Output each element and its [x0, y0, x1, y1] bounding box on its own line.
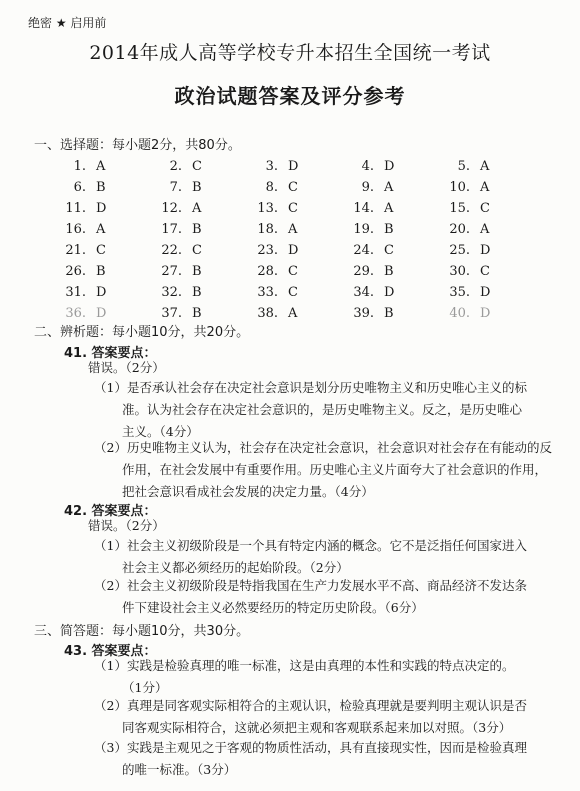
q42-point2-line1: （2）社会主义初级阶段是特指我国在生产力发展水平不高、商品经济不发达条 [94, 578, 527, 593]
answer-letter: C [288, 201, 298, 216]
answer-cell [250, 240, 346, 261]
answer-cell [250, 261, 346, 282]
answer-letter: A [288, 306, 298, 321]
secret-label: 绝密 ★ 启用前 [28, 16, 107, 30]
answer-cell [346, 156, 442, 177]
question-number: 20. [449, 222, 470, 237]
q43-point2-line1: （2）真理是同客观实际相符合的主观认识，检验真理就是要判明主观认识是否 [94, 698, 527, 713]
answer-row [58, 177, 538, 198]
question-number: 24. [353, 243, 374, 258]
answer-letter: C [288, 180, 298, 195]
section3-heading: 三、简答题：每小题10分，共30分。 [34, 624, 250, 639]
answer-row [58, 240, 538, 261]
answer-letter: B [192, 264, 202, 279]
answer-letter: B [384, 264, 394, 279]
answer-letter: A [288, 222, 298, 237]
answer-letter: D [384, 159, 395, 174]
question-number: 10. [449, 180, 470, 195]
answer-letter: C [96, 243, 106, 258]
answer-cell [58, 177, 154, 198]
answer-letter: C [480, 264, 490, 279]
q42-point1-line1: （1）社会主义初级阶段是一个具有特定内涵的概念。它不是泛指任何国家进入 [94, 538, 527, 553]
answer-cell [250, 219, 346, 240]
question-number: 2. [169, 159, 182, 174]
question-number: 12. [161, 201, 182, 216]
answer-cell [154, 240, 250, 261]
answer-cell [346, 198, 442, 219]
answer-cell [58, 261, 154, 282]
question-number: 34. [353, 285, 374, 300]
answer-cell [154, 282, 250, 303]
answer-cell [250, 282, 346, 303]
q41-point1-line3: 主义。（4分） [122, 424, 199, 439]
question-number: 15. [449, 201, 470, 216]
answer-grid [58, 156, 538, 324]
answer-letter: D [480, 285, 491, 300]
answer-cell [442, 240, 538, 261]
question-number: 21. [65, 243, 86, 258]
answer-cell [346, 261, 442, 282]
answer-cell [442, 303, 538, 324]
question-number: 17. [161, 222, 182, 237]
answer-cell [250, 198, 346, 219]
q43-point3-line2: 的唯一标准。（3分） [122, 762, 237, 777]
question-number: 16. [65, 222, 86, 237]
question-number: 38. [257, 306, 278, 321]
answer-cell [250, 177, 346, 198]
question-number: 26. [65, 264, 86, 279]
answer-cell [250, 156, 346, 177]
q42-point2-line2: 件下建设社会主义必然要经历的特定历史阶段。（6分） [122, 600, 424, 615]
question-number: 25. [449, 243, 470, 258]
answer-row [58, 261, 538, 282]
answer-cell [442, 219, 538, 240]
answer-cell [154, 219, 250, 240]
answer-cell [58, 198, 154, 219]
q41-point1-line1: （1）是否承认社会存在决定社会意识是划分历史唯物主义和历史唯心主义的标 [94, 380, 527, 395]
question-number: 33. [257, 285, 278, 300]
question-number: 40. [449, 306, 470, 321]
section1-heading: 一、选择题：每小题2分，共80分。 [34, 138, 241, 153]
answer-letter: B [192, 306, 202, 321]
q41-point2-line3: 把社会意识看成社会发展的决定力量。（4分） [122, 484, 374, 499]
q42-verdict: 错误。（2分） [88, 518, 165, 533]
q41-verdict: 错误。（2分） [88, 360, 165, 375]
answer-cell [346, 303, 442, 324]
answer-row [58, 219, 538, 240]
question-number: 5. [457, 159, 470, 174]
answer-letter: A [480, 159, 490, 174]
question-number: 1. [73, 159, 86, 174]
question-number: 8. [265, 180, 278, 195]
q42-label: 42. 答案要点： [64, 504, 157, 519]
answer-letter: B [384, 222, 394, 237]
question-number: 23. [257, 243, 278, 258]
answer-cell [58, 240, 154, 261]
answer-letter: D [288, 243, 299, 258]
answer-letter: A [384, 201, 394, 216]
answer-cell [58, 282, 154, 303]
answer-cell [346, 177, 442, 198]
question-number: 13. [257, 201, 278, 216]
answer-cell [58, 156, 154, 177]
answer-letter: D [96, 285, 107, 300]
question-number: 19. [353, 222, 374, 237]
q43-point2-line2: 同客观实际相符合，这就必须把主观和客观联系起来加以对照。（3分） [122, 720, 512, 735]
answer-cell [346, 282, 442, 303]
answer-letter: C [192, 159, 202, 174]
answer-letter: D [480, 306, 491, 321]
answer-letter: B [192, 222, 202, 237]
question-number: 37. [161, 306, 182, 321]
exam-title: 2014年成人高等学校专升本招生全国统一考试 [89, 42, 491, 64]
question-number: 29. [353, 264, 374, 279]
answer-cell [154, 198, 250, 219]
answer-letter: A [96, 222, 106, 237]
q41-point2-line2: 作用，在社会发展中有重要作用。历史唯心主义片面夸大了社会意识的作用， [122, 462, 548, 477]
q42-point1-line2: 社会主义都必须经历的起始阶段。（2分） [122, 560, 349, 575]
answer-letter: D [96, 306, 107, 321]
answer-cell [154, 261, 250, 282]
answer-cell [154, 177, 250, 198]
q43-point1-line2: （1分） [122, 680, 168, 695]
answer-letter: D [288, 159, 299, 174]
answer-letter: B [192, 285, 202, 300]
q41-label: 41. 答案要点： [64, 346, 157, 361]
answer-letter: B [96, 264, 106, 279]
question-number: 3. [265, 159, 278, 174]
exam-subtitle: 政治试题答案及评分参考 [174, 84, 406, 108]
q43-point1-line1: （1）实践是检验真理的唯一标准，这是由真理的本性和实践的特点决定的。 [94, 658, 515, 673]
question-number: 27. [161, 264, 182, 279]
answer-row [58, 156, 538, 177]
question-number: 35. [449, 285, 470, 300]
q43-point3-line1: （3）实践是主观见之于客观的物质性活动，具有直接现实性，因而是检验真理 [94, 740, 527, 755]
answer-letter: A [384, 180, 394, 195]
answer-cell [442, 198, 538, 219]
answer-letter: A [192, 201, 202, 216]
answer-cell [58, 219, 154, 240]
answer-letter: A [480, 180, 490, 195]
answer-row [58, 282, 538, 303]
question-number: 18. [257, 222, 278, 237]
question-number: 31. [65, 285, 86, 300]
answer-letter: B [192, 180, 202, 195]
section2-heading: 二、辨析题：每小题10分，共20分。 [34, 325, 250, 340]
answer-letter: C [288, 264, 298, 279]
answer-cell [442, 261, 538, 282]
answer-letter: D [480, 243, 491, 258]
answer-letter: B [384, 306, 394, 321]
question-number: 36. [65, 306, 86, 321]
answer-letter: A [480, 222, 490, 237]
answer-letter: D [96, 201, 107, 216]
question-number: 22. [161, 243, 182, 258]
answer-cell [346, 219, 442, 240]
question-number: 32. [161, 285, 182, 300]
question-number: 7. [169, 180, 182, 195]
answer-row [58, 198, 538, 219]
question-number: 39. [353, 306, 374, 321]
q43-label: 43. 答案要点： [64, 644, 157, 659]
question-number: 11. [65, 201, 86, 216]
answer-letter: B [96, 180, 106, 195]
question-number: 4. [361, 159, 374, 174]
question-number: 9. [361, 180, 374, 195]
answer-cell [442, 156, 538, 177]
answer-cell [346, 240, 442, 261]
question-number: 28. [257, 264, 278, 279]
answer-letter: C [288, 285, 298, 300]
answer-letter: C [480, 201, 490, 216]
answer-letter: A [96, 159, 106, 174]
answer-cell [154, 156, 250, 177]
question-number: 30. [449, 264, 470, 279]
answer-cell [442, 282, 538, 303]
q41-point1-line2: 准。认为社会存在决定社会意识的，是历史唯物主义。反之，是历史唯心 [122, 402, 523, 417]
answer-letter: C [384, 243, 394, 258]
question-number: 6. [73, 180, 86, 195]
answer-letter: C [192, 243, 202, 258]
answer-cell [250, 303, 346, 324]
q41-point2-line1: （2）历史唯物主义认为，社会存在决定社会意识，社会意识对社会存在有能动的反 [94, 440, 552, 455]
question-number: 14. [353, 201, 374, 216]
answer-letter: D [384, 285, 395, 300]
answer-cell [442, 177, 538, 198]
